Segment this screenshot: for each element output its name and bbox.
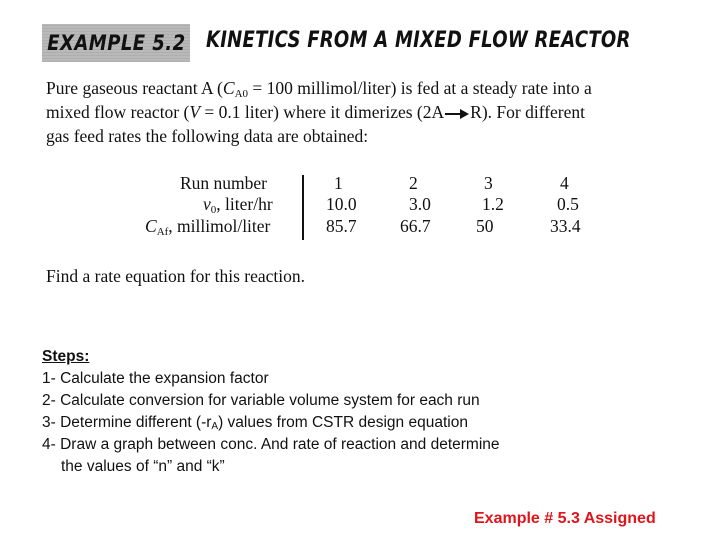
task-statement: Find a rate equation for this reaction.: [46, 266, 306, 286]
problem-text: R). For different: [470, 102, 586, 122]
v0-cell: 0.5: [557, 194, 579, 214]
example-heading: KINETICS FROM A MIXED FLOW REACTOR: [206, 28, 631, 53]
step-3-text: ) values from CSTR design equation: [218, 414, 468, 431]
problem-text: = 100 millimol/liter) is fed at a steady rate into a: [248, 78, 592, 98]
problem-text: Pure gaseous reactant A (: [46, 78, 223, 98]
problem-text: mixed flow reactor (: [46, 102, 190, 122]
rate-subscript: A: [211, 421, 219, 432]
problem-line-2: [46, 100, 696, 124]
example-tag: EXAMPLE 5.2: [46, 31, 186, 55]
concentration-symbol: C: [222, 78, 235, 98]
step-2: 2- Calculate conversion for variable volume system for each run: [42, 392, 480, 409]
run-cell: 3: [484, 173, 493, 193]
steps-title: Steps:: [42, 348, 90, 365]
v0-cell: 10.0: [326, 194, 357, 214]
table-divider: [302, 175, 304, 240]
problem-text: = 0.1 liter) where it dimerizes (2A: [200, 102, 445, 122]
row-label-v0: [203, 194, 273, 215]
problem-statement: [46, 76, 696, 148]
run-cell: 4: [560, 173, 569, 193]
row-label-caf: [145, 216, 270, 237]
caf-cell: 66.7: [400, 216, 431, 236]
step-3-text: 3- Determine different (-r: [42, 414, 212, 431]
step-4: 4- Draw a graph between conc. And rate of reaction and determine: [42, 436, 500, 453]
v0-cell: 1.2: [482, 194, 504, 214]
assigned-note: Example # 5.3 Assigned: [474, 510, 656, 527]
step-1: 1- Calculate the expansion factor: [42, 370, 269, 387]
reaction-arrow-icon: [444, 108, 470, 120]
v0-cell: 3.0: [409, 194, 431, 214]
step-3: [42, 412, 500, 434]
problem-line-1: [46, 76, 696, 100]
concentration-subscript: A0: [234, 88, 249, 100]
flow-unit: , liter/hr: [216, 194, 273, 214]
outlet-conc-unit: , millimol/liter: [168, 216, 271, 236]
outlet-conc-subscript: Af: [156, 226, 169, 238]
flow-symbol: v: [203, 194, 211, 214]
volume-symbol: V: [189, 102, 201, 122]
caf-cell: 33.4: [550, 216, 581, 236]
outlet-conc-symbol: C: [145, 216, 157, 236]
flow-subscript: 0: [210, 204, 217, 216]
problem-line-3: gas feed rates the following data are obtained:: [46, 126, 369, 146]
caf-cell: 85.7: [326, 216, 357, 236]
caf-cell: 50: [476, 216, 494, 236]
run-cell: 1: [334, 173, 343, 193]
steps-list: [42, 346, 500, 478]
run-cell: 2: [409, 173, 418, 193]
step-4-continued: the values of “n” and “k”: [61, 458, 225, 475]
example-tag-box: [42, 24, 190, 62]
row-label-run: Run number: [180, 173, 268, 193]
